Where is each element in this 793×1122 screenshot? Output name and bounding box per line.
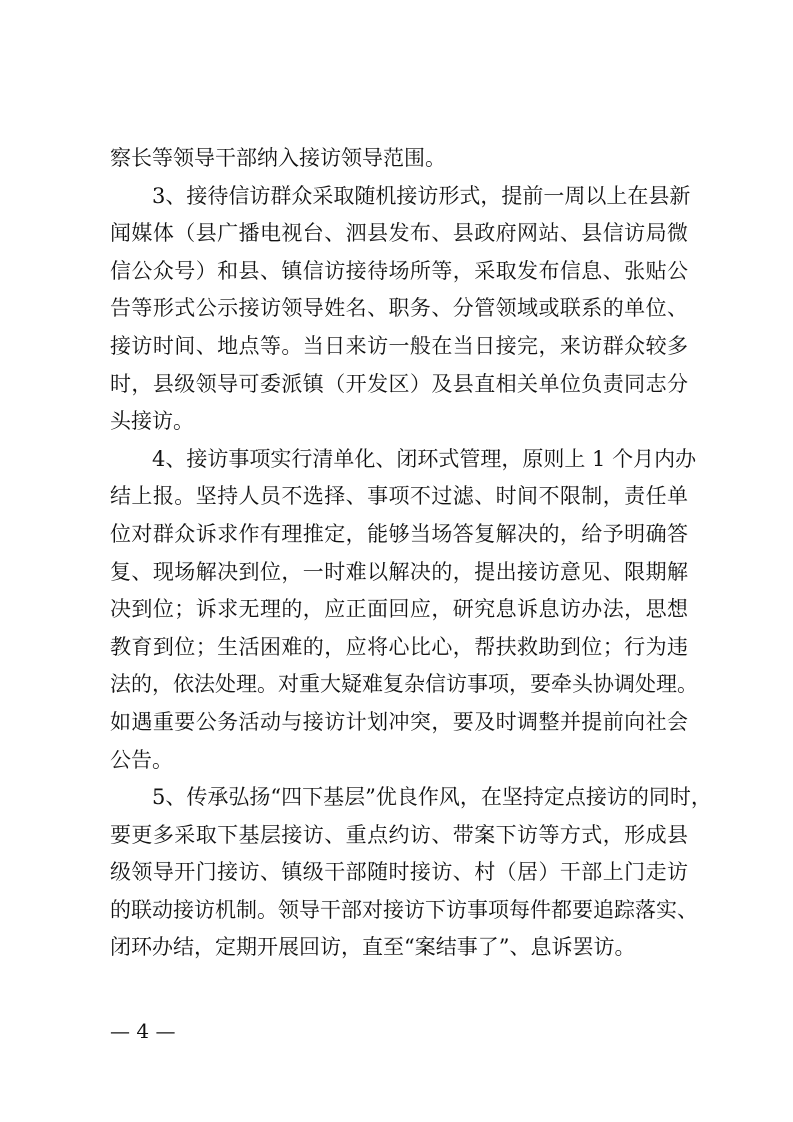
text-line: 头接访。 bbox=[110, 409, 194, 434]
text-line: 位对群众诉求作有理推定，能够当场答复解决的，给予明确答 bbox=[110, 521, 688, 546]
text-line: 要更多采取下基层接访、重点约访、带案下访等方式，形成县 bbox=[110, 822, 688, 847]
paragraph-3-start: 3、接待信访群众采取随机接访形式，提前一周以上在县新 bbox=[152, 183, 691, 208]
text-line: 结上报。坚持人员不选择、事项不过滤、时间不限制，责任单 bbox=[110, 484, 688, 509]
text-line: 决到位；诉求无理的，应正面回应，研究息诉息访办法，思想 bbox=[110, 597, 688, 622]
text-line: 级领导开门接访、镇级干部随时接访、村（居）干部上门走访 bbox=[110, 860, 688, 885]
page-number: — 4 — bbox=[110, 1019, 176, 1043]
body-text bbox=[110, 140, 712, 967]
text-line: 的联动接访机制。领导干部对接访下访事项每件都要追踪落实、 bbox=[110, 897, 698, 922]
paragraph-5-start: 5、传承弘扬“四下基层”优良作风，在坚持定点接访的同时， bbox=[152, 785, 712, 810]
text-line: 告等形式公示接访领导姓名、职务、分管领域或联系的单位、 bbox=[110, 296, 688, 321]
text-line: 法的，依法处理。对重大疑难复杂信访事项，要牵头协调处理。 bbox=[110, 672, 698, 697]
text-line: 复、现场解决到位，一时难以解决的，提出接访意见、限期解 bbox=[110, 559, 688, 584]
text-line: 闻媒体（县广播电视台、泗县发布、县政府网站、县信访局微 bbox=[110, 221, 688, 246]
paragraph-4-start: 4、接访事项实行清单化、闭环式管理，原则上 1 个月内办 bbox=[152, 446, 697, 471]
text-line: 闭环办结，定期开展回访，直至“案结事了”、息诉罢访。 bbox=[110, 935, 636, 960]
text-line: 教育到位；生活困难的，应将心比心，帮扶救助到位；行为违 bbox=[110, 634, 688, 659]
text-line: 信公众号）和县、镇信访接待场所等，采取发布信息、张贴公 bbox=[110, 258, 688, 283]
text-line: 公告。 bbox=[110, 747, 173, 772]
text-line: 如遇重要公务活动与接访计划冲突，要及时调整并提前向社会 bbox=[110, 709, 688, 734]
text-line: 时，县级领导可委派镇（开发区）及县直相关单位负责同志分 bbox=[110, 371, 688, 396]
text-line: 察长等领导干部纳入接访领导范围。 bbox=[110, 146, 446, 170]
text-line: 接访时间、地点等。当日来访一般在当日接完，来访群众较多 bbox=[110, 333, 688, 358]
